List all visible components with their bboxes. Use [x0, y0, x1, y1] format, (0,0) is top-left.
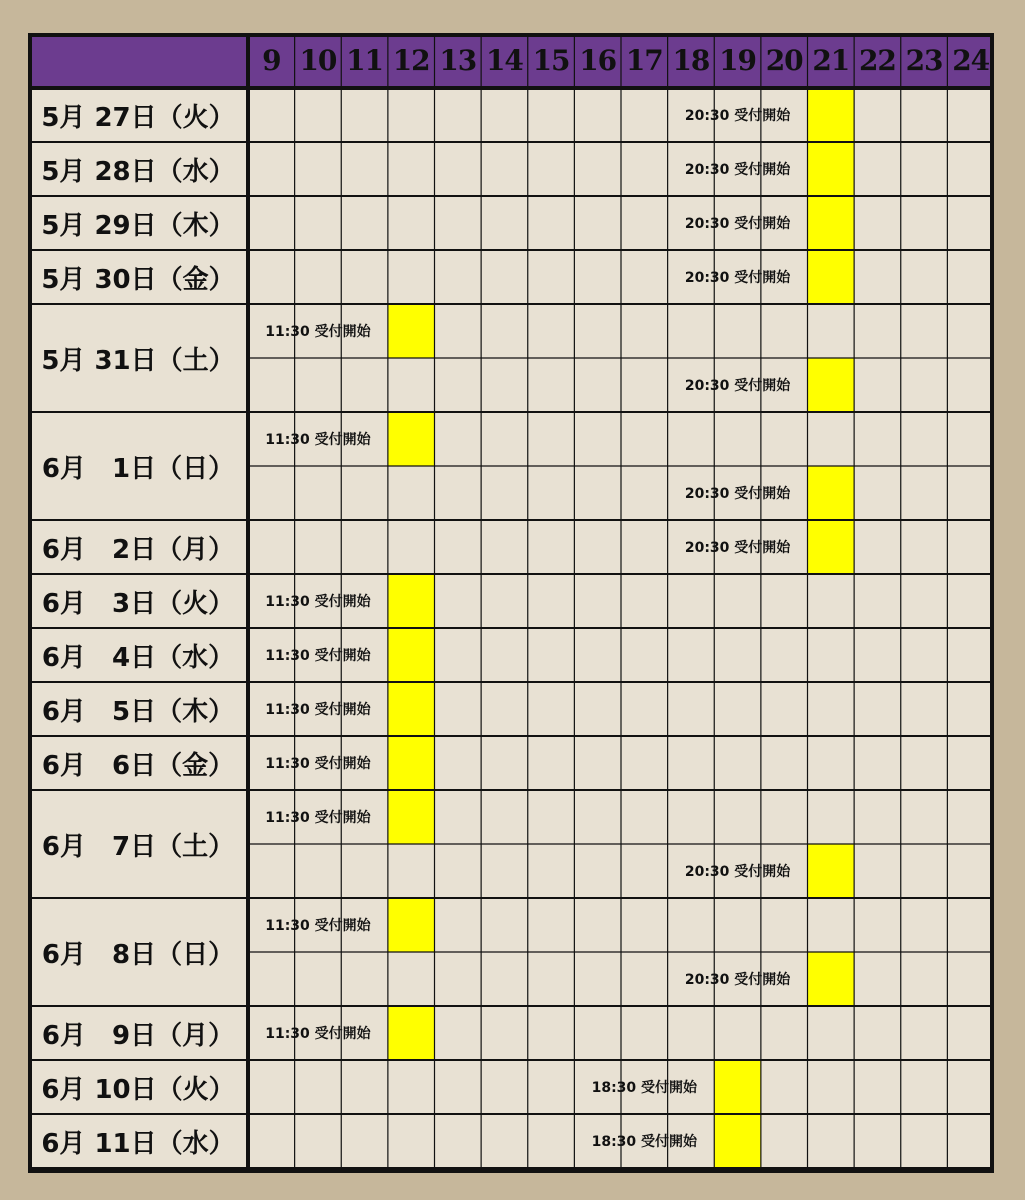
hour-label: 23	[905, 44, 943, 77]
day-label: 6月 5日（木）	[41, 696, 235, 727]
reception-start-note: 18:30 受付開始	[591, 1134, 698, 1150]
reception-start-note: 11:30 受付開始	[265, 702, 371, 718]
day-label: 5月 28日（水）	[41, 156, 235, 187]
day-label: 6月 2日（月）	[41, 534, 235, 565]
day-label: 6月 9日（月）	[41, 1020, 235, 1051]
hour-label: 14	[485, 44, 523, 77]
hour-label: 21	[812, 44, 850, 77]
reception-start-note: 20:30 受付開始	[684, 540, 791, 556]
hour-label: 18	[672, 44, 710, 77]
hour-label: 24	[952, 44, 990, 77]
reception-start-note: 11:30 受付開始	[265, 918, 371, 934]
day-label: 5月 31日（土）	[41, 345, 235, 376]
reception-start-note: 20:30 受付開始	[684, 864, 791, 880]
hour-label: 22	[858, 44, 896, 77]
day-label: 6月 6日（金）	[41, 750, 235, 781]
reception-start-note: 11:30 受付開始	[265, 594, 371, 610]
reception-start-note: 20:30 受付開始	[684, 270, 791, 286]
hour-label: 13	[439, 44, 477, 77]
reception-start-note: 11:30 受付開始	[265, 648, 371, 664]
day-label: 5月 30日（金）	[41, 264, 235, 295]
reception-start-note: 20:30 受付開始	[684, 108, 791, 124]
day-label: 6月 11日（水）	[41, 1128, 235, 1159]
day-label: 5月 27日（火）	[41, 102, 235, 133]
hour-label: 10	[299, 44, 337, 77]
day-label: 6月 7日（土）	[41, 831, 235, 862]
hour-label: 16	[579, 44, 617, 77]
reception-start-note: 11:30 受付開始	[265, 324, 371, 340]
day-label: 6月 10日（火）	[41, 1074, 235, 1105]
hour-label: 9	[262, 44, 281, 77]
table-border	[30, 35, 992, 1171]
reception-start-note: 18:30 受付開始	[591, 1080, 698, 1096]
reception-start-note: 11:30 受付開始	[265, 432, 371, 448]
hour-label: 11	[346, 44, 384, 77]
reception-start-note: 11:30 受付開始	[265, 756, 371, 772]
hour-label: 17	[625, 44, 663, 77]
reception-start-note: 20:30 受付開始	[684, 378, 791, 394]
hour-label: 12	[392, 44, 430, 77]
reception-start-note: 20:30 受付開始	[684, 216, 791, 232]
schedule-table	[28, 33, 994, 1173]
reception-start-note: 20:30 受付開始	[684, 162, 791, 178]
grid-lines	[28, 33, 994, 1173]
reception-start-note: 11:30 受付開始	[265, 1026, 371, 1042]
hour-label: 15	[532, 44, 570, 77]
reception-start-note: 11:30 受付開始	[265, 810, 371, 826]
day-label: 5月 29日（木）	[41, 210, 235, 241]
day-label: 6月 3日（火）	[41, 588, 235, 619]
day-label: 6月 4日（水）	[41, 642, 235, 673]
day-label: 6月 8日（日）	[41, 939, 235, 970]
hour-label: 20	[765, 44, 803, 77]
reception-start-note: 20:30 受付開始	[684, 972, 791, 988]
hour-label: 19	[719, 44, 757, 77]
day-label: 6月 1日（日）	[41, 453, 235, 484]
reception-start-note: 20:30 受付開始	[684, 486, 791, 502]
